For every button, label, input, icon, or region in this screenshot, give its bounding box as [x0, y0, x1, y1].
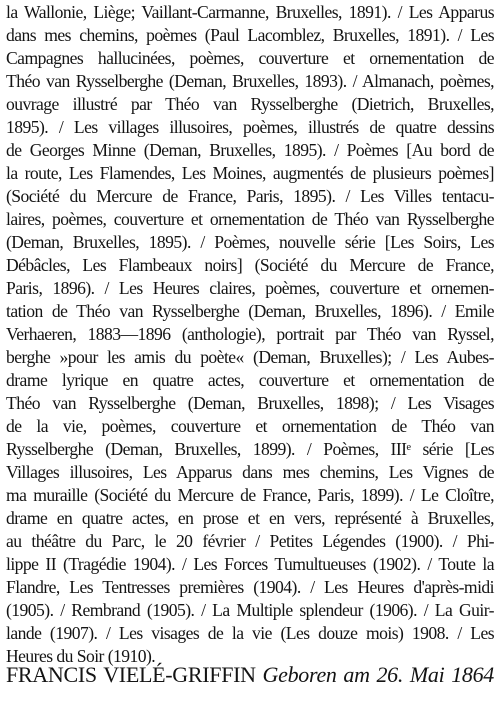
text-line: dans mes chemins, poèmes (Paul Lacomblez, Bruxelles, 1891). / Les [6, 25, 494, 45]
text-line: la Wallonie, Liège; Vaillant-Carmanne, Bruxelles, 1891). / Les Apparus [6, 2, 494, 22]
text-line: (Deman, Bruxelles, 1895). / Poèmes, nouvelle série [Les Soirs, Les [6, 232, 494, 252]
text-line: Théo van Rysselberghe (Deman, Bruxelles, 1898); / Les Visages [6, 393, 494, 413]
text-line: lande (1907). / Les visages de la vie (Les douze mois) 1908. / Les [6, 623, 494, 643]
text-line: (Société du Mercure de France, Paris, 1895). / Les Villes tentacu- [6, 186, 494, 206]
text-line: (1905). / Rembrand (1905). / La Multiple splendeur (1906). / La Guir- [6, 600, 494, 620]
author-heading [6, 662, 494, 688]
text-line: 1895). / Les villages illusoires, poèmes, illustrés de quatre dessins [6, 117, 494, 137]
text-line: de Georges Minne (Deman, Bruxelles, 1895). / Poèmes [Au bord de [6, 140, 494, 160]
text-line: Verhaeren, 1883—1896 (anthologie), portrait par Théo van Ryssel, [6, 324, 494, 344]
text-line: drame en quatre actes, en prose et en vers, représenté à Bruxelles, [6, 508, 494, 528]
text-line: Villages illusoires, Les Apparus dans mes chemins, Les Vignes de [6, 462, 494, 482]
text-line: la route, Les Flamendes, Les Moines, augmentés de plusieurs poèmes] [6, 163, 494, 183]
text-line: au théâtre du Parc, le 20 février / Petites Légendes (1900). / Phi- [6, 531, 494, 551]
text-line: berghe »pour les amis du poète« (Deman, Bruxelles); / Les Aubes- [6, 347, 494, 367]
text-line: de la vie, poèmes, couverture et ornementation de Théo van [6, 416, 494, 436]
text-line: tation de Théo van Rysselberghe (Deman, Bruxelles, 1896). / Emile [6, 301, 494, 321]
text-line: drame lyrique en quatre actes, couverture et ornementation de [6, 370, 494, 390]
text-line: Rysselberghe (Deman, Bruxelles, 1899). / Poèmes, IIIᵉ série [Les [6, 439, 494, 459]
author-birth: Geboren am 26. Mai 1864 [262, 662, 495, 687]
text-line: ma muraille (Société du Mercure de France, Paris, 1899). / Le Cloître, [6, 485, 494, 505]
text-line: Heures du Soir (1910). [6, 646, 156, 666]
text-line: ouvrage illustré par Théo van Rysselberghe (Dietrich, Bruxelles, [6, 94, 494, 114]
text-line: Flandre, Les Tentresses premières (1904). / Les Heures d'après-midi [6, 577, 494, 597]
text-line: Théo van Rysselberghe (Deman, Bruxelles, 1893). / Almanach, poèmes, [6, 71, 494, 91]
text-line: laires, poèmes, couverture et ornementation de Théo van Rysselberghe [6, 209, 494, 229]
author-name: FRANCIS VIELÉ-GRIFFIN [6, 662, 256, 687]
text-line: lippe II (Tragédie 1904). / Les Forces Tumultueuses (1902). / Toute la [6, 554, 494, 574]
text-line: Débâcles, Les Flambeaux noirs] (Société du Mercure de France, [6, 255, 494, 275]
text-line: Paris, 1896). / Les Heures claires, poèmes, couverture et ornemen- [6, 278, 494, 298]
text-line: Campagnes hallucinées, poèmes, couverture et ornementation de [6, 48, 494, 68]
